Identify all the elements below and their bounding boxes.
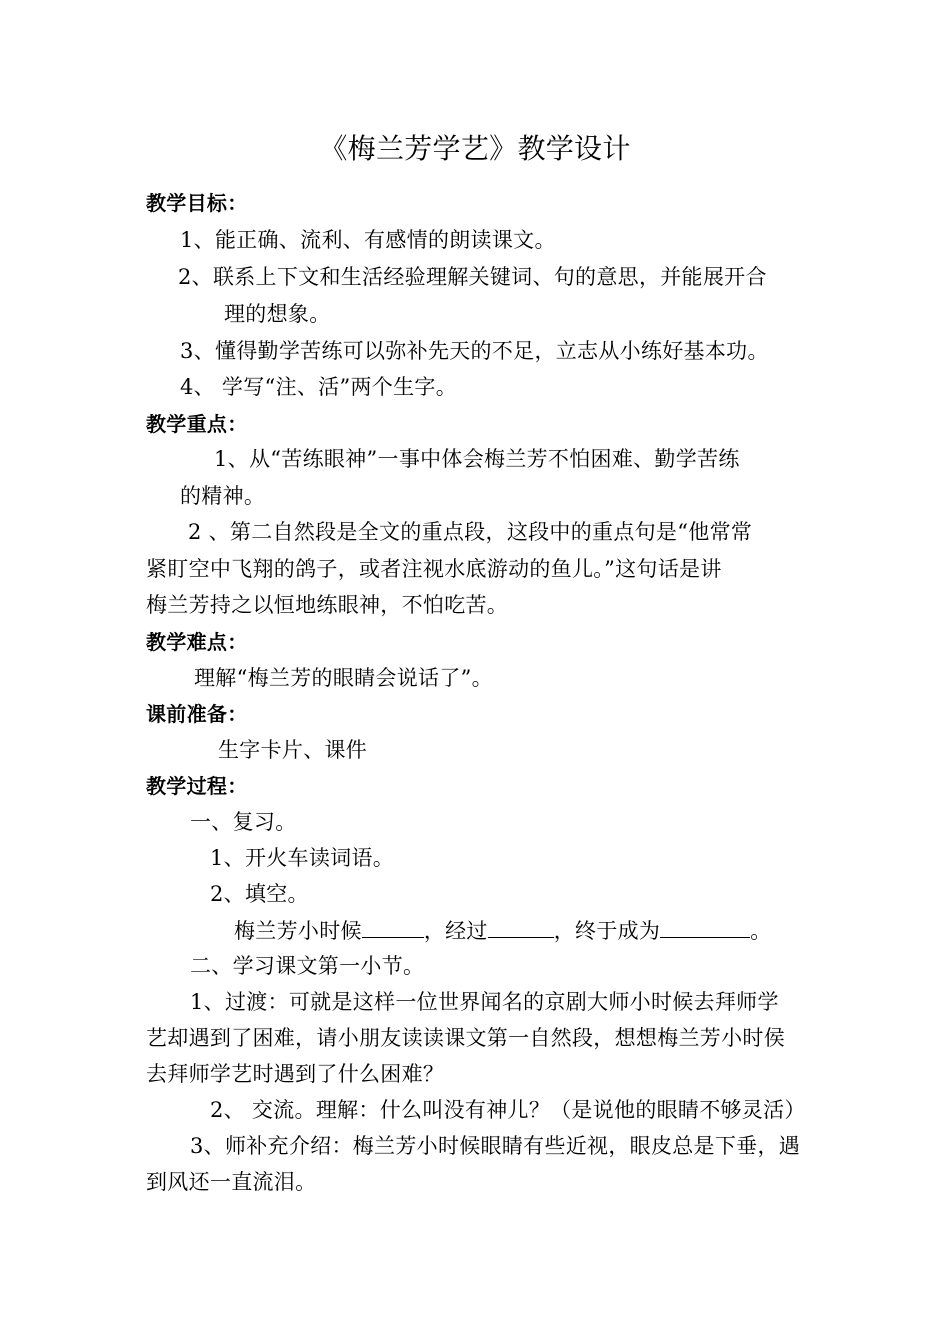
blank-3 xyxy=(660,917,750,938)
process-heading: 教学过程： xyxy=(146,774,248,798)
key-point-line-2: 的精神。 xyxy=(180,484,266,508)
process-line-section-2: 二、学习课文第一小节。 xyxy=(190,954,425,978)
process-line-transition: 1、过渡：可就是这样一位世界闻名的京剧大师小时候去拜师学 xyxy=(190,990,779,1014)
preparation-heading: 课前准备： xyxy=(146,702,248,726)
document-title: 《梅兰芳学艺》教学设计 xyxy=(319,132,631,165)
fill-blank-part-1: 梅兰芳小时候 xyxy=(234,919,362,943)
process-line-exchange: 2、 交流。理解：什么叫没有神儿？（是说他的眼睛不够灵活） xyxy=(210,1098,806,1122)
difficulty-heading: 教学难点： xyxy=(146,630,248,654)
fill-blank-line xyxy=(234,917,772,944)
goal-item-2: 2、联系上下文和生活经验理解关键词、句的意思，并能展开合 xyxy=(178,265,767,289)
blank-1 xyxy=(362,917,424,938)
key-point-line-5: 梅兰芳持之以恒地练眼神，不怕吃苦。 xyxy=(146,593,509,617)
goal-item-2-cont: 理的想象。 xyxy=(224,302,331,326)
difficulty-line-1: 理解“梅兰芳的眼睛会说话了”。 xyxy=(194,666,493,690)
key-points-heading: 教学重点： xyxy=(146,412,248,436)
process-line-intro-2: 到风还一直流泪。 xyxy=(146,1170,317,1194)
goals-heading: 教学目标： xyxy=(146,191,248,215)
process-line-review: 一、复习。 xyxy=(190,810,297,834)
fill-blank-part-4: 。 xyxy=(750,919,772,943)
process-line-1: 1、开火车读词语。 xyxy=(210,846,395,870)
goal-item-1: 1、能正确、流利、有感情的朗读课文。 xyxy=(180,228,556,252)
key-point-line-1: 1、从“苦练眼神”一事中体会梅兰芳不怕困难、勤学苦练 xyxy=(214,447,740,471)
fill-blank-part-3: ，终于成为 xyxy=(553,919,661,943)
blank-2 xyxy=(488,917,554,938)
process-line-2: 2、填空。 xyxy=(210,882,309,906)
key-point-line-3: 2 、第二自然段是全文的重点段，这段中的重点句是“他常常 xyxy=(188,520,753,544)
goal-item-4: 4、 学写“注、活”两个生字。 xyxy=(180,375,458,399)
process-line-transition-3: 去拜师学艺时遇到了什么困难？ xyxy=(146,1062,445,1086)
fill-blank-part-2: ，经过 xyxy=(423,919,488,943)
process-line-transition-2: 艺却遇到了困难，请小朋友读读课文第一自然段，想想梅兰芳小时侯 xyxy=(146,1026,785,1050)
process-line-intro: 3、师补充介绍：梅兰芳小时候眼睛有些近视，眼皮总是下垂，遇 xyxy=(190,1134,801,1158)
goal-item-3: 3、懂得勤学苦练可以弥补先天的不足，立志从小练好基本功。 xyxy=(180,339,769,363)
key-point-line-4: 紧盯空中飞翔的鸽子，或者注视水底游动的鱼儿。”这句话是讲 xyxy=(146,557,722,581)
preparation-line-1: 生字卡片、课件 xyxy=(218,738,368,762)
